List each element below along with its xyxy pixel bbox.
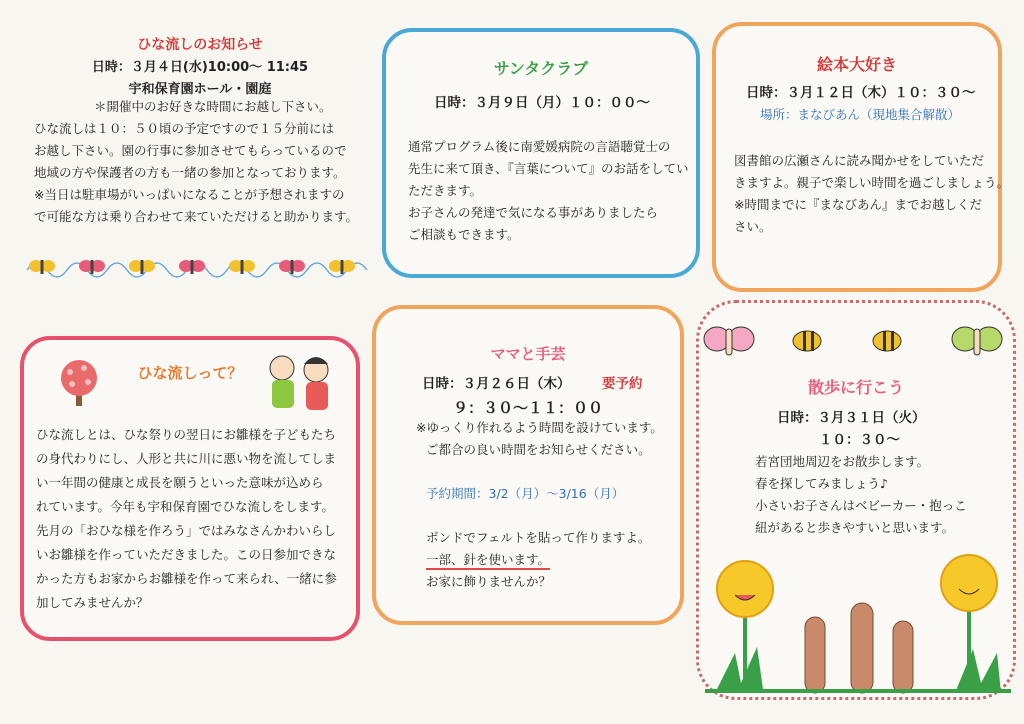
santa-club-card [382,28,700,278]
santa-line: ご相談もできます。 [408,227,520,242]
notice-place: 宇和保育園ホール・園庭 [128,82,272,97]
mama-time: ９：３０～１１：００ [452,399,603,417]
walk-line: 春を探してみましょう♪ [755,476,888,491]
reservation-badge: 要予約 [602,376,643,392]
mama-line: ※ゆっくり作れるよう時間を設けています。 [416,420,663,435]
ehon-place: 場所：まなびあん（現地集合解散） [760,107,961,122]
hina-line: い一年間の健康と成長を願うといった意味が込めら [36,475,324,490]
notice-line: ひな流しは１０：５０頃の予定ですので１５分前には [34,121,335,136]
santa-title: サンタクラブ [493,59,589,78]
butterfly-border-icon [22,252,382,286]
hina-nagashi-card [20,336,360,641]
santa-line: ただきます。 [408,183,483,198]
mama-line2: ボンドでフェルトを貼って作りますよ。 [426,530,651,545]
ehon-line: さい。 [734,219,772,234]
notice-line: で可能な方は乗り合わせて来ていただけると助かります。 [34,209,359,224]
hina-line: の身代わりにし、人形と共に川に悪い物を流してしま [36,451,337,466]
walk-line: 若宮団地周辺をお散歩します。 [755,454,930,469]
santa-line: 通常プログラム後に南愛媛病院の言語聴覚士の [408,139,671,154]
ehon-line: 図書館の広瀬さんに読み聞かせをしていただ [734,153,985,168]
mama-period: 予約期間：3/2（月）～3/16（月） [426,486,625,501]
notice-line: お越し下さい。園の行事に参加させてもらっているので [34,143,347,158]
butterfly-bee-icon [701,315,1017,369]
ehon-line: きますよ。親子で楽しい時間を過ごしましょう。 [734,175,1010,190]
hina-title: ひな流しって？ [137,364,243,382]
ehon-line: ※時間までに『まなびあん』までお越しくだ [734,197,982,212]
santa-line: 先生に来て頂き、『言葉について』のお話をしてい [408,161,689,176]
mama-line: ご都合の良い時間をお知らせください。 [426,442,651,457]
hina-line: れています。今年も宇和保育園でひな流しをします。 [36,499,335,514]
hina-line: かった方もお家からお雛様を作って来られ、一緒に参 [36,571,337,586]
ehon-title: 絵本大好き [816,55,897,74]
walk-card [696,300,1016,700]
walk-line: 小さいお子さんはベビーカー・抱っこ [755,498,967,513]
picture-book-card [712,22,1010,292]
hina-line: ひな流しとは、ひな祭りの翌日にお雛様を子どもたち [36,427,337,442]
santa-datetime: 日時：３月９日（月）１０：００～ [434,95,650,111]
walk-line: 紐があると歩きやすいと思います。 [755,520,955,535]
mama-line2 [426,549,550,571]
hina-line: 加してみませんか？ [36,595,149,610]
mama-craft-card [372,305,684,625]
notice-title: ひな流しのお知らせ [137,37,263,53]
hina-dolls-icon [260,350,338,414]
notice-line: 地域の方や保護者の方も一緒の参加となっております。 [34,165,346,180]
hina-line: いお雛様を作っていただきました。この日参加できな [36,547,337,562]
mama-title: ママと手芸 [490,345,566,363]
notice-line: ※当日は駐車場がいっぱいになることが予想されますの [34,187,345,202]
hina-line: 先月の「おひな様を作ろう」ではみなさんかわいらし [36,523,337,538]
ehon-datetime: 日時：３月１２日（木）１０：３０～ [746,85,976,101]
needle-warning: 一部、針を使います。 [426,552,550,570]
walk-datetime: 日時：３月３１日（火） [777,410,926,426]
notice-line: ＊開催中のお好きな時間にお越し下さい。 [94,99,332,114]
walk-title: 散歩に行こう [807,378,904,397]
santa-line: お子さんの発達で気になる事がありましたら [408,205,659,220]
mama-line2: お家に飾りませんか？ [426,574,552,589]
hina-notice-section [20,28,380,238]
notice-datetime: 日時：３月４日(水)10:00～ 11:45 [91,60,309,75]
walk-time: １０：３０～ [819,432,900,448]
dandelion-flowers-icon [705,543,1011,695]
mama-datetime: 日時：３月２６日（木） [422,376,571,392]
